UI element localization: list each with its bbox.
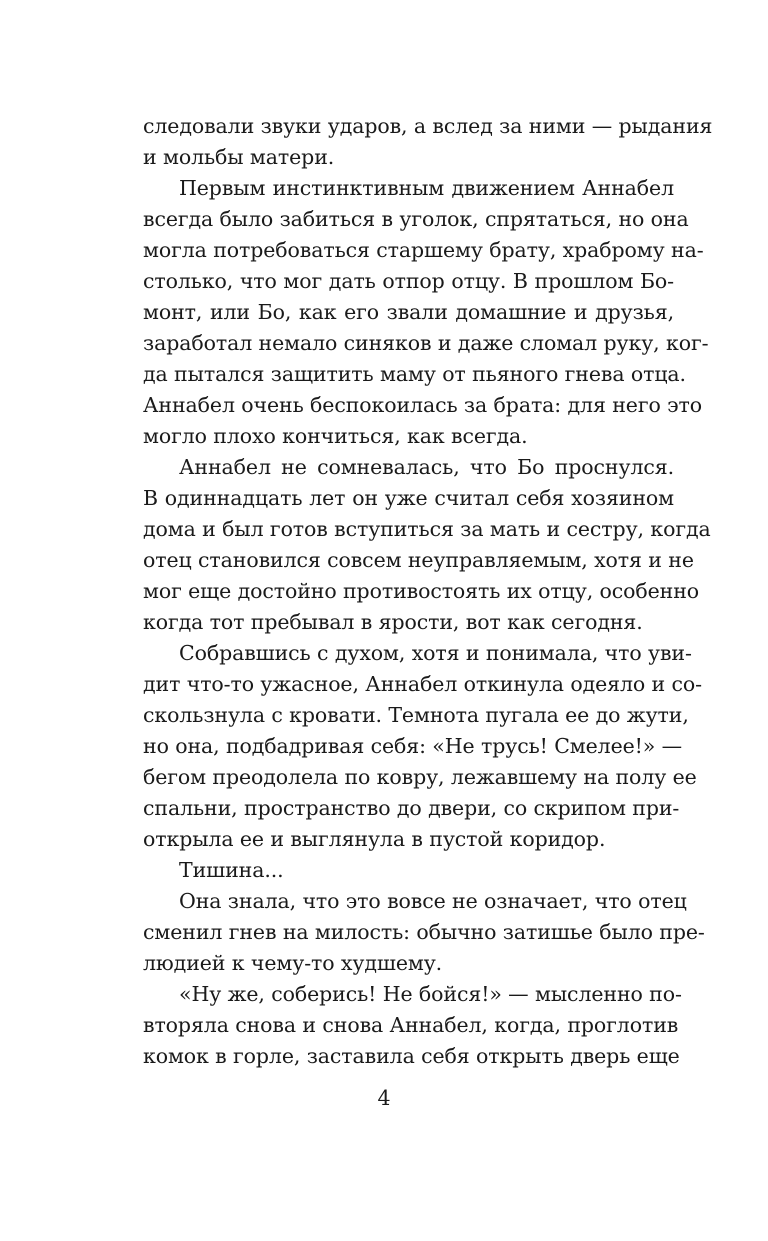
paragraph bbox=[143, 452, 711, 638]
text-line: дит что-то ужасное, Аннабел откинула одеяло и со- bbox=[143, 672, 702, 696]
paragraph bbox=[143, 638, 702, 855]
text-line: «Ну же, соберись! Не бойся!» — мысленно по- bbox=[179, 982, 682, 1006]
text-line: Аннабел очень беспокоилась за брата: для него это bbox=[143, 393, 702, 417]
text-line: но она, подбадривая себя: «Не трусь! Смелее!» — bbox=[143, 734, 683, 758]
text-line: могла потребоваться старшему брату, храброму на- bbox=[143, 238, 704, 262]
text-line: дома и был готов вступиться за мать и сестру, когда bbox=[143, 517, 711, 541]
text-line: спальни, пространство до двери, со скрипом при- bbox=[143, 796, 680, 820]
text-line: вторяла снова и снова Аннабел, когда, проглотив bbox=[143, 1013, 679, 1037]
paragraph bbox=[143, 855, 674, 886]
text-line: и мольбы матери. bbox=[143, 145, 335, 169]
text-line: Собравшись с духом, хотя и понимала, что уви- bbox=[179, 641, 692, 665]
paragraph bbox=[143, 979, 682, 1072]
text-line: Аннабел не сомневалась, что Бо проснулся. bbox=[179, 455, 674, 479]
text-line: бегом преодолела по ковру, лежавшему на полу ее bbox=[143, 765, 697, 789]
text-line: монт, или Бо, как его звали домашние и друзья, bbox=[143, 300, 674, 324]
text-line: Она знала, что это вовсе не означает, что отец bbox=[179, 889, 687, 913]
text-line: Первым инстинктивным движением Аннабел bbox=[179, 176, 674, 200]
paragraph bbox=[143, 173, 709, 452]
page-number: 4 bbox=[377, 1086, 391, 1110]
text-line: следовали звуки ударов, а вслед за ними — рыдания bbox=[143, 114, 713, 138]
text-line: людией к чему-то худшему. bbox=[143, 951, 443, 975]
text-line: столько, что мог дать отпор отцу. В прошлом Бо- bbox=[143, 269, 674, 293]
text-line: всегда было забиться в уголок, спрятаться, но она bbox=[143, 207, 689, 231]
text-line: В одиннадцать лет он уже считал себя хозяином bbox=[143, 486, 674, 510]
text-line: скользнула с кровати. Темнота пугала ее до жути, bbox=[143, 703, 689, 727]
text-line: мог еще достойно противостоять их отцу, особенно bbox=[143, 579, 700, 603]
body-text bbox=[143, 111, 713, 1072]
text-line: могло плохо кончиться, как всегда. bbox=[143, 424, 528, 448]
text-line: когда тот пребывал в ярости, вот как сегодня. bbox=[143, 610, 643, 634]
text-line: открыла ее и выглянула в пустой коридор. bbox=[143, 827, 606, 851]
text-line: комок в горле, заставила себя открыть дверь еще bbox=[143, 1044, 680, 1068]
paragraph bbox=[143, 886, 705, 979]
text-line: заработал немало синяков и даже сломал руку, ког- bbox=[143, 331, 709, 355]
text-line: сменил гнев на милость: обычно затишье было пре- bbox=[143, 920, 705, 944]
paragraph bbox=[143, 111, 713, 173]
text-line: Тишина... bbox=[179, 858, 284, 882]
text-line: отец становился совсем неуправляемым, хотя и не bbox=[143, 548, 694, 572]
text-line: да пытался защитить маму от пьяного гнева отца. bbox=[143, 362, 686, 386]
